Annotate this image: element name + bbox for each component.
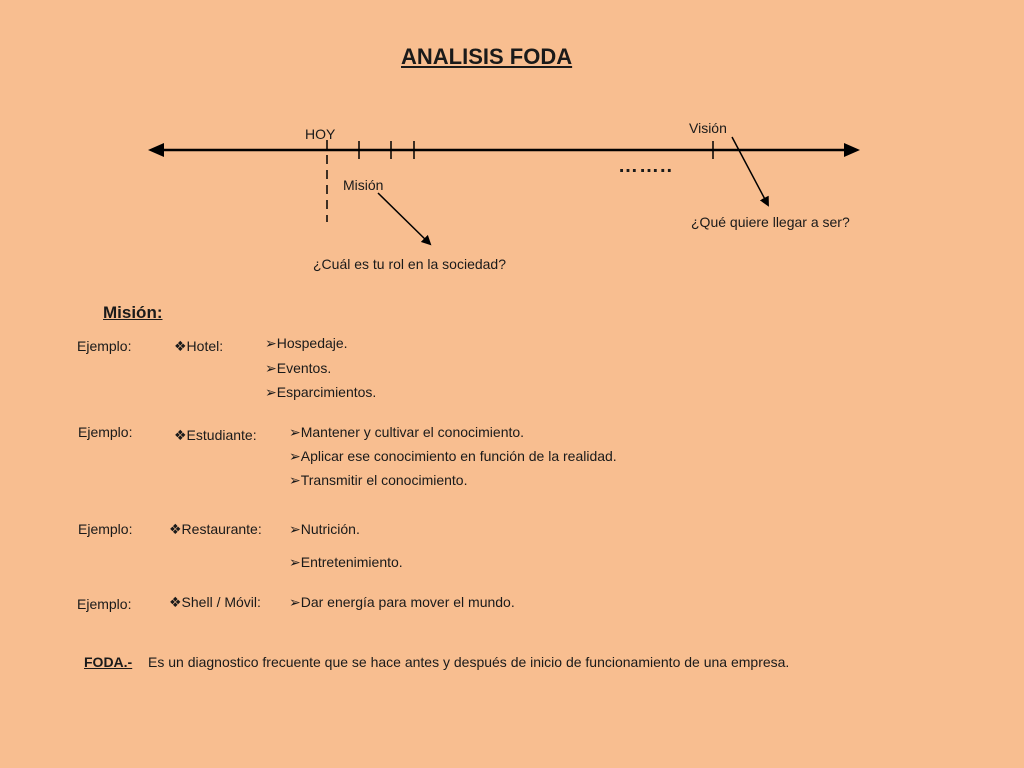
- example-item: ➢Dar energía para mover el mundo.: [289, 594, 515, 610]
- timeline-ellipsis: ……..: [618, 155, 674, 177]
- mision-arrow: [378, 193, 430, 244]
- vision-arrow: [732, 137, 768, 205]
- example-item: ➢Aplicar ese conocimiento en función de la realidad.: [289, 448, 617, 464]
- example-subject: ❖Shell / Móvil:: [169, 594, 261, 610]
- example-item: ➢Mantener y cultivar el conocimiento.: [289, 424, 525, 440]
- example-item: ➢Hospedaje.: [265, 335, 348, 351]
- example-item: ➢Nutrición.: [289, 521, 360, 537]
- mision-question: ¿Cuál es tu rol en la sociedad?: [313, 256, 506, 272]
- foda-label: FODA.-: [84, 654, 133, 670]
- example-item: ➢Entretenimiento.: [289, 554, 403, 570]
- example-label: Ejemplo:: [78, 521, 133, 537]
- mision-label: Misión: [343, 177, 384, 193]
- vision-label: Visión: [689, 120, 727, 136]
- example-item: ➢Transmitir el conocimiento.: [289, 472, 468, 488]
- vision-question: ¿Qué quiere llegar a ser?: [691, 214, 850, 230]
- example-item: ➢Esparcimientos.: [265, 384, 377, 400]
- timeline-left-arrowhead: [148, 143, 164, 157]
- example-subject: ❖Hotel:: [174, 338, 224, 354]
- example-subject: ❖Estudiante:: [174, 427, 257, 443]
- hoy-label: HOY: [305, 126, 336, 142]
- foda-definition: Es un diagnostico frecuente que se hace antes y después de inicio de funcionamiento de una empresa.: [148, 654, 790, 670]
- example-label: Ejemplo:: [77, 338, 132, 354]
- page-title: ANALISIS FODA: [401, 44, 573, 69]
- example-item: ➢Eventos.: [265, 360, 332, 376]
- example-label: Ejemplo:: [78, 424, 133, 440]
- example-label: Ejemplo:: [77, 596, 132, 612]
- mision-heading: Misión:: [103, 303, 163, 322]
- timeline-right-arrowhead: [844, 143, 860, 157]
- example-subject: ❖Restaurante:: [169, 521, 262, 537]
